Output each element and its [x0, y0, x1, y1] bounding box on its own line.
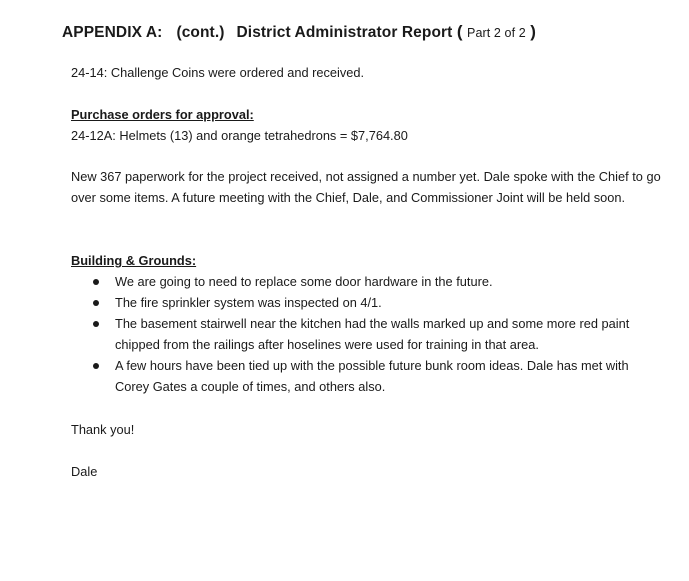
list-item	[71, 271, 661, 292]
signature: Dale	[71, 464, 98, 479]
list-item-text: We are going to need to replace some door hardware in the future.	[115, 274, 493, 289]
building-grounds-heading	[71, 250, 661, 271]
purchase-orders-heading: Purchase orders for approval:	[71, 107, 254, 122]
list-item-text: The fire sprinkler system was inspected on 4/1.	[115, 295, 382, 310]
list-item-text: The basement stairwell near the kitchen had the walls marked up and some more red paint chipped from the railings after hoselines were used for training in that area.	[115, 316, 630, 352]
challenge-coins-line: 24-14: Challenge Coins were ordered and received.	[71, 65, 365, 80]
closing-text: Thank you!	[71, 422, 135, 437]
list-item	[71, 313, 661, 355]
title-close-paren: )	[530, 22, 536, 41]
bullet-icon	[93, 300, 99, 306]
title-appendix: APPENDIX A:	[62, 24, 163, 41]
bullet-icon	[93, 363, 99, 369]
page-title	[62, 22, 536, 42]
list-item	[71, 292, 661, 313]
title-report: District Administrator Report	[236, 24, 453, 41]
title-part: Part 2 of 2	[467, 26, 526, 40]
purchase-order-item: 24-12A: Helmets (13) and orange tetrahedrons = $7,764.80	[71, 128, 408, 143]
bullet-icon	[93, 321, 99, 327]
list-item	[71, 355, 661, 397]
title-open-paren: (	[456, 22, 463, 41]
building-grounds-list	[71, 271, 661, 397]
purchase-orders-section	[71, 104, 661, 146]
list-item-text: A few hours have been tied up with the possible future bunk room ideas. Dale has met with Corey Gates a couple of times, and others also.	[115, 358, 629, 394]
title-cont: (cont.)	[176, 24, 225, 41]
paperwork-paragraph: New 367 paperwork for the project received, not assigned a number yet. Dale spoke with the Chief to go over some items. A future meeting with the Chief, Dale, and Commissioner Joint will be held soon.	[71, 169, 661, 205]
bullet-icon	[93, 279, 99, 285]
building-grounds-heading-text: Building & Grounds:	[71, 253, 197, 268]
